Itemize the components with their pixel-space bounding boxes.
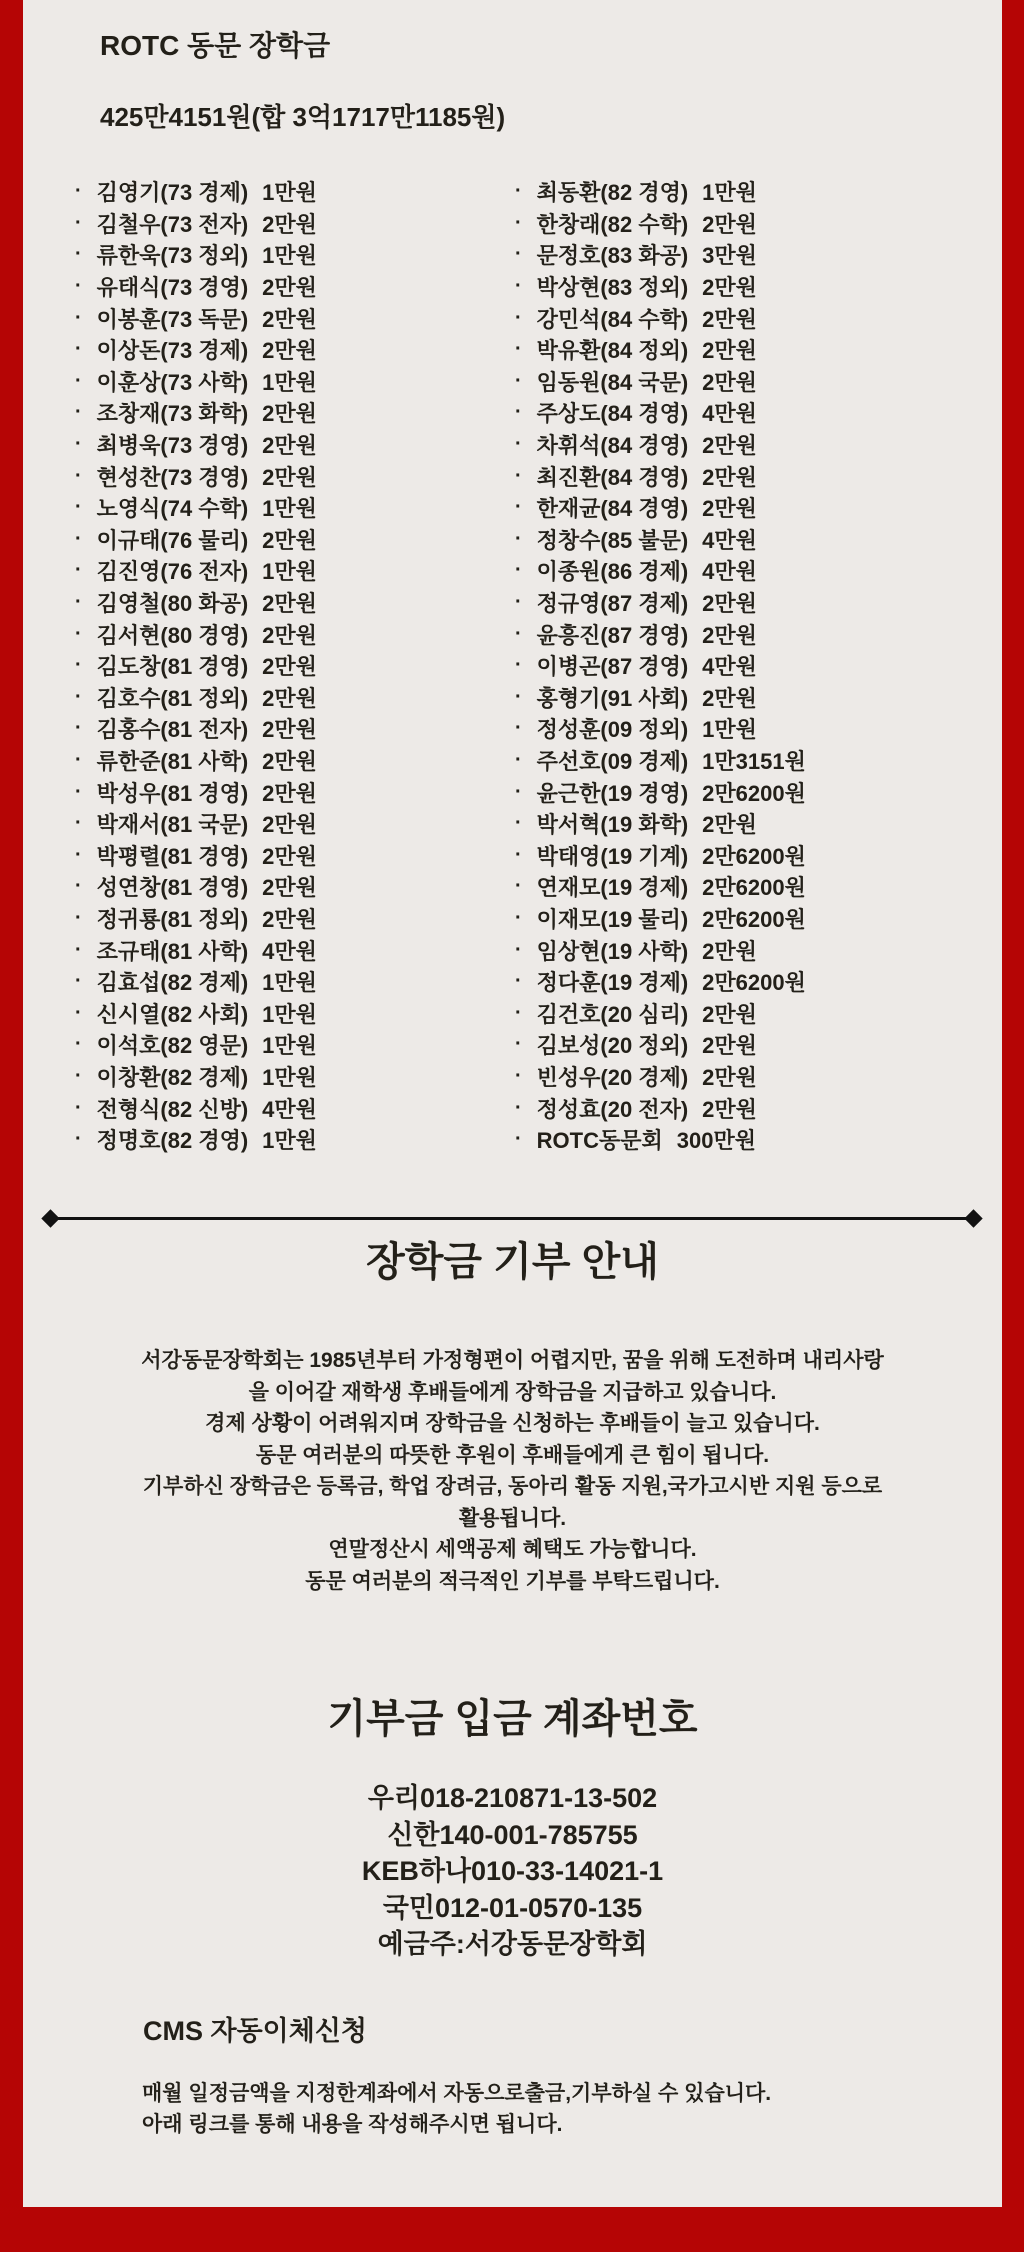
donor-amount: 1만원 (702, 717, 757, 743)
donor-name: 정성효(20 전자) (536, 1096, 689, 1122)
guide-line: 동문 여러분의 적극적인 기부를 부탁드립니다. (305, 1569, 720, 1593)
bullet-dot-icon: · (515, 275, 522, 298)
bullet-dot-icon: · (515, 938, 522, 961)
bullet-dot-icon: · (75, 464, 82, 487)
bullet-dot-icon: · (75, 970, 82, 993)
donor-item (75, 713, 515, 745)
guide-line: 을 이어갈 재학생 후배들에게 장학금을 지급하고 있습니다. (248, 1380, 777, 1404)
donor-amount: 2만원 (702, 591, 757, 617)
donor-item (515, 903, 994, 935)
bullet-dot-icon: · (75, 748, 82, 771)
donor-amount: 2만원 (262, 843, 317, 869)
donor-amount: 2만원 (702, 496, 757, 522)
donor-item (75, 871, 515, 903)
donor-amount: 2만원 (262, 591, 317, 617)
donor-name: 빈성우(20 경제) (536, 1064, 689, 1090)
donor-name: 김서현(80 경영) (96, 622, 249, 648)
donor-name: 이석호(82 영문) (96, 1033, 249, 1059)
donor-amount: 300만원 (676, 1128, 756, 1154)
donor-amount: 2만원 (262, 527, 317, 553)
donor-name: 김호수(81 정외) (96, 685, 249, 711)
donor-item (75, 1092, 515, 1124)
bullet-dot-icon: · (75, 1064, 82, 1087)
bullet-dot-icon: · (515, 243, 522, 266)
donor-amount: 1만원 (262, 970, 317, 996)
donor-item (75, 839, 515, 871)
donor-column-left (75, 176, 515, 1155)
page-title: ROTC 동문 장학금 (100, 30, 331, 61)
donor-item (515, 871, 994, 903)
donor-name: 김건호(20 심리) (536, 1001, 689, 1027)
donor-name: 차휘석(84 경영) (536, 433, 689, 459)
bullet-dot-icon: · (515, 970, 522, 993)
donor-list (75, 176, 994, 1155)
donor-amount: 1만원 (262, 369, 317, 395)
guide-line: 연말정산시 세액공제 혜택도 가능합니다. (328, 1538, 697, 1561)
donor-name: 윤근한(19 경영) (536, 780, 689, 806)
cms-line: 매월 일정금액을 지정한계좌에서 자동으로출금,기부하실 수 있습니다. (142, 2082, 772, 2105)
donor-amount: 2만원 (702, 338, 757, 364)
guide-line: 서강동문장학회는 1985년부터 가정형편이 어렵지만, 꿈을 위해 도전하며 내리사랑 (141, 1349, 884, 1372)
bullet-dot-icon: · (515, 369, 522, 392)
bullet-dot-icon: · (75, 211, 82, 234)
donor-item (515, 587, 994, 619)
donor-item (75, 1029, 515, 1061)
bullet-dot-icon: · (75, 401, 82, 424)
donor-item (75, 682, 515, 714)
donor-amount: 2만6200원 (702, 875, 806, 901)
donor-item (515, 429, 994, 461)
donor-amount: 2만원 (702, 1033, 757, 1059)
donor-amount: 2만원 (702, 938, 757, 964)
bullet-dot-icon: · (515, 717, 522, 740)
cms-line: 아래 링크를 통해 내용을 작성해주시면 됩니다. (142, 2113, 563, 2136)
donor-amount: 1만3151원 (702, 748, 806, 774)
donor-item (515, 555, 994, 587)
bullet-dot-icon: · (515, 875, 522, 898)
section-divider (44, 1212, 980, 1225)
donor-amount: 1만원 (262, 1064, 317, 1090)
donor-item (515, 934, 994, 966)
donor-item (75, 524, 515, 556)
donor-name: 정명호(82 경영) (96, 1128, 249, 1154)
left-red-border (0, 0, 23, 2252)
donor-item (515, 745, 994, 777)
bullet-dot-icon: · (515, 496, 522, 519)
donor-item (75, 239, 515, 271)
bullet-dot-icon: · (75, 1001, 82, 1024)
donor-amount: 2만원 (262, 211, 317, 237)
donor-amount: 4만원 (262, 1096, 317, 1122)
donor-amount: 2만원 (262, 685, 317, 711)
bullet-dot-icon: · (515, 1033, 522, 1056)
donor-item (75, 618, 515, 650)
guide-line: 활용됩니다. (458, 1506, 567, 1530)
donor-item (515, 334, 994, 366)
donor-amount: 2만원 (702, 1001, 757, 1027)
donor-name: 박평렬(81 경영) (96, 843, 249, 869)
bullet-dot-icon: · (75, 622, 82, 645)
donor-amount: 1만원 (702, 180, 757, 206)
donor-name: 최병욱(73 경영) (96, 433, 249, 459)
cms-paragraph (142, 2078, 771, 2140)
donor-name: 윤흥진(87 경영) (536, 622, 689, 648)
donor-item (75, 208, 515, 240)
bullet-dot-icon: · (515, 591, 522, 614)
bullet-dot-icon: · (75, 243, 82, 266)
bottom-red-band (0, 2207, 1024, 2252)
donor-name: 현성찬(73 경영) (96, 464, 249, 490)
donor-name: 이봉훈(73 독문) (96, 306, 249, 332)
donor-name: 박상현(83 정외) (536, 275, 689, 301)
bullet-dot-icon: · (515, 180, 522, 203)
donor-name: 홍형기(91 사회) (536, 685, 689, 711)
donor-amount: 4만원 (702, 654, 757, 680)
donor-name: 한재균(84 경영) (536, 496, 689, 522)
donor-amount: 1만원 (262, 180, 317, 206)
donor-amount: 2만원 (702, 369, 757, 395)
donor-amount: 2만원 (262, 654, 317, 680)
donor-item (515, 460, 994, 492)
bullet-dot-icon: · (75, 591, 82, 614)
donor-name: 박유환(84 정외) (536, 338, 689, 364)
bullet-dot-icon: · (75, 275, 82, 298)
bullet-dot-icon: · (75, 717, 82, 740)
right-red-border (1002, 0, 1024, 2252)
donor-name: 김도창(81 경영) (96, 654, 249, 680)
bullet-dot-icon: · (515, 748, 522, 771)
donor-amount: 1만원 (262, 559, 317, 585)
donor-name: 류한준(81 사학) (96, 748, 249, 774)
donor-name: ROTC동문회 (536, 1128, 663, 1154)
donor-name: 박서혁(19 화학) (536, 812, 689, 838)
donor-amount: 2만원 (262, 433, 317, 459)
donor-item (515, 713, 994, 745)
donation-total: 425만4151원(합 3억1717만1185원) (100, 102, 506, 132)
donor-amount: 2만원 (702, 685, 757, 711)
donor-amount: 1만원 (262, 243, 317, 269)
donor-item (75, 1124, 515, 1156)
bullet-dot-icon: · (515, 654, 522, 677)
donor-item (515, 839, 994, 871)
donor-amount: 2만원 (262, 717, 317, 743)
bullet-dot-icon: · (75, 938, 82, 961)
bullet-dot-icon: · (75, 685, 82, 708)
donor-name: 강민석(84 수학) (536, 306, 689, 332)
donor-item (515, 966, 994, 998)
bullet-dot-icon: · (515, 527, 522, 550)
donor-item (515, 176, 994, 208)
donor-amount: 2만원 (262, 275, 317, 301)
bullet-dot-icon: · (515, 1128, 522, 1151)
donor-item (515, 524, 994, 556)
donor-name: 전형식(82 신방) (96, 1096, 249, 1122)
donor-item (515, 808, 994, 840)
bullet-dot-icon: · (75, 559, 82, 582)
donor-name: 김철우(73 전자) (96, 211, 249, 237)
donor-item (515, 1124, 994, 1156)
donor-amount: 2만6200원 (702, 906, 806, 932)
donor-amount: 2만원 (702, 464, 757, 490)
account-line: KEB하나010-33-14021-1 (361, 1856, 664, 1886)
bullet-dot-icon: · (515, 780, 522, 803)
divider-line (54, 1217, 970, 1220)
guide-line: 기부하신 장학금은 등록금, 학업 장려금, 동아리 활동 지원,국가고시반 지원 등으로 (142, 1475, 883, 1498)
bullet-dot-icon: · (75, 180, 82, 203)
donor-amount: 3만원 (702, 243, 757, 269)
account-number-list (23, 1780, 1002, 1963)
donor-name: 정창수(85 불문) (536, 527, 689, 553)
donor-amount: 2만원 (262, 875, 317, 901)
donor-amount: 4만원 (262, 938, 317, 964)
donor-amount: 1만원 (262, 1001, 317, 1027)
donor-item (515, 1061, 994, 1093)
donor-name: 류한욱(73 정외) (96, 243, 249, 269)
donor-name: 박태영(19 기계) (536, 843, 689, 869)
donor-name: 연재모(19 경제) (536, 875, 689, 901)
bullet-dot-icon: · (75, 527, 82, 550)
account-line: 예금주:서강동문장학회 (377, 1929, 648, 1959)
bullet-dot-icon: · (75, 1128, 82, 1151)
donor-amount: 2만원 (702, 433, 757, 459)
donor-name: 김영철(80 화공) (96, 591, 249, 617)
donor-name: 정규영(87 경제) (536, 591, 689, 617)
donor-item (515, 650, 994, 682)
donor-item (75, 429, 515, 461)
donor-amount: 2만원 (262, 906, 317, 932)
donor-item (75, 650, 515, 682)
donor-name: 이창환(82 경제) (96, 1064, 249, 1090)
bullet-dot-icon: · (75, 875, 82, 898)
donor-name: 최진환(84 경영) (536, 464, 689, 490)
bullet-dot-icon: · (515, 1001, 522, 1024)
donor-name: 임상현(19 사학) (536, 938, 689, 964)
donor-item (75, 587, 515, 619)
bullet-dot-icon: · (515, 1064, 522, 1087)
donor-item (515, 618, 994, 650)
bullet-dot-icon: · (515, 433, 522, 456)
donor-amount: 2만원 (702, 812, 757, 838)
bullet-dot-icon: · (75, 843, 82, 866)
donor-name: 최동환(82 경영) (536, 180, 689, 206)
bullet-dot-icon: · (75, 812, 82, 835)
bullet-dot-icon: · (515, 306, 522, 329)
donor-name: 박성우(81 경영) (96, 780, 249, 806)
donor-name: 이규태(76 물리) (96, 527, 249, 553)
donor-amount: 2만원 (702, 1064, 757, 1090)
bullet-dot-icon: · (515, 685, 522, 708)
account-line: 국민012-01-0570-135 (382, 1892, 643, 1923)
donor-name: 김영기(73 경제) (96, 180, 249, 206)
donor-amount: 2만원 (262, 780, 317, 806)
donor-item (75, 334, 515, 366)
donor-name: 이훈상(73 사학) (96, 369, 249, 395)
donor-item (515, 271, 994, 303)
bullet-dot-icon: · (75, 654, 82, 677)
donor-item (75, 271, 515, 303)
bullet-dot-icon: · (515, 906, 522, 929)
bullet-dot-icon: · (515, 401, 522, 424)
donor-amount: 2만6200원 (702, 843, 806, 869)
account-line: 신한140-001-785755 (387, 1819, 638, 1850)
donor-item (515, 1029, 994, 1061)
bullet-dot-icon: · (515, 843, 522, 866)
diamond-icon (41, 1209, 59, 1227)
donor-name: 주선호(09 경제) (536, 748, 689, 774)
bullet-dot-icon: · (75, 496, 82, 519)
donor-item (75, 460, 515, 492)
cms-section-title: CMS 자동이체신청 (143, 2016, 367, 2046)
donor-name: 신시열(82 사회) (96, 1001, 249, 1027)
donor-amount: 1만원 (262, 1128, 317, 1154)
donor-amount: 2만6200원 (702, 970, 806, 996)
donor-name: 정귀룡(81 정외) (96, 906, 249, 932)
donor-item (515, 366, 994, 398)
bullet-dot-icon: · (75, 1096, 82, 1119)
donor-amount: 2만원 (702, 622, 757, 648)
donor-amount: 2만원 (262, 306, 317, 332)
donor-item (75, 555, 515, 587)
donor-name: 조창재(73 화학) (96, 401, 249, 427)
guide-line: 경제 상황이 어려워지며 장학금을 신청하는 후배들이 늘고 있습니다. (205, 1412, 820, 1435)
donor-item (75, 808, 515, 840)
donor-item (75, 366, 515, 398)
bullet-dot-icon: · (515, 622, 522, 645)
donor-amount: 2만원 (702, 211, 757, 237)
donor-item (75, 1061, 515, 1093)
donor-amount: 2만원 (702, 306, 757, 332)
donor-amount: 1만원 (262, 1033, 317, 1059)
guide-line: 동문 여러분의 따뜻한 후원이 후배들에게 큰 힘이 됩니다. (255, 1443, 770, 1467)
bullet-dot-icon: · (75, 338, 82, 361)
donor-column-right (515, 176, 994, 1155)
donor-item (515, 397, 994, 429)
donor-amount: 2만원 (702, 1096, 757, 1122)
donor-item (75, 903, 515, 935)
donor-name: 김보성(20 정외) (536, 1033, 689, 1059)
donor-amount: 2만원 (262, 338, 317, 364)
donor-amount: 2만원 (262, 401, 317, 427)
bullet-dot-icon: · (75, 369, 82, 392)
donor-name: 이재모(19 물리) (536, 906, 689, 932)
donor-item (75, 745, 515, 777)
donor-amount: 2만원 (262, 622, 317, 648)
bullet-dot-icon: · (75, 906, 82, 929)
donor-name: 정다훈(19 경제) (536, 970, 689, 996)
bullet-dot-icon: · (75, 306, 82, 329)
donor-amount: 2만원 (262, 812, 317, 838)
donor-amount: 2만원 (262, 748, 317, 774)
donor-name: 이종원(86 경제) (536, 559, 689, 585)
donor-amount: 4만원 (702, 559, 757, 585)
donor-item (75, 776, 515, 808)
donor-name: 김진영(76 전자) (96, 559, 249, 585)
donor-amount: 1만원 (262, 496, 317, 522)
donor-name: 한창래(82 수학) (536, 211, 689, 237)
donor-name: 노영식(74 수학) (96, 496, 249, 522)
bullet-dot-icon: · (75, 1033, 82, 1056)
bullet-dot-icon: · (515, 1096, 522, 1119)
account-line: 우리018-210871-13-502 (367, 1783, 658, 1813)
donor-name: 이병곤(87 경영) (536, 654, 689, 680)
bullet-dot-icon: · (75, 780, 82, 803)
donor-item (515, 997, 994, 1029)
donor-name: 성연창(81 경영) (96, 875, 249, 901)
guide-paragraph (23, 1345, 1002, 1597)
account-section-title: 기부금 입금 계좌번호 (327, 1697, 698, 1741)
donor-item (75, 302, 515, 334)
donor-item (515, 208, 994, 240)
donor-item (75, 397, 515, 429)
donor-name: 임동원(84 국문) (536, 369, 689, 395)
donor-name: 박재서(81 국문) (96, 812, 249, 838)
donor-name: 문정호(83 화공) (536, 243, 689, 269)
donor-item (75, 934, 515, 966)
donor-name: 정성훈(09 정외) (536, 717, 689, 743)
donor-name: 유태식(73 경영) (96, 275, 249, 301)
donor-item (75, 492, 515, 524)
bullet-dot-icon: · (515, 338, 522, 361)
donor-amount: 2만원 (262, 464, 317, 490)
bullet-dot-icon: · (515, 464, 522, 487)
donor-name: 이상돈(73 경제) (96, 338, 249, 364)
donor-item (515, 492, 994, 524)
donor-item (75, 176, 515, 208)
donor-item (515, 682, 994, 714)
bullet-dot-icon: · (515, 812, 522, 835)
donor-amount: 4만원 (702, 401, 757, 427)
guide-section-title: 장학금 기부 안내 (366, 1240, 659, 1284)
donor-item (515, 302, 994, 334)
donor-amount: 4만원 (702, 527, 757, 553)
donor-item (75, 997, 515, 1029)
donor-name: 주상도(84 경영) (536, 401, 689, 427)
donor-amount: 2만6200원 (702, 780, 806, 806)
diamond-icon (964, 1209, 982, 1227)
donor-item (515, 1092, 994, 1124)
bullet-dot-icon: · (75, 433, 82, 456)
bullet-dot-icon: · (515, 559, 522, 582)
donor-name: 조규태(81 사학) (96, 938, 249, 964)
donor-name: 김홍수(81 전자) (96, 717, 249, 743)
donor-item (75, 966, 515, 998)
donor-name: 김효섭(82 경제) (96, 970, 249, 996)
donor-item (515, 776, 994, 808)
bullet-dot-icon: · (515, 211, 522, 234)
donor-item (515, 239, 994, 271)
donor-amount: 2만원 (702, 275, 757, 301)
